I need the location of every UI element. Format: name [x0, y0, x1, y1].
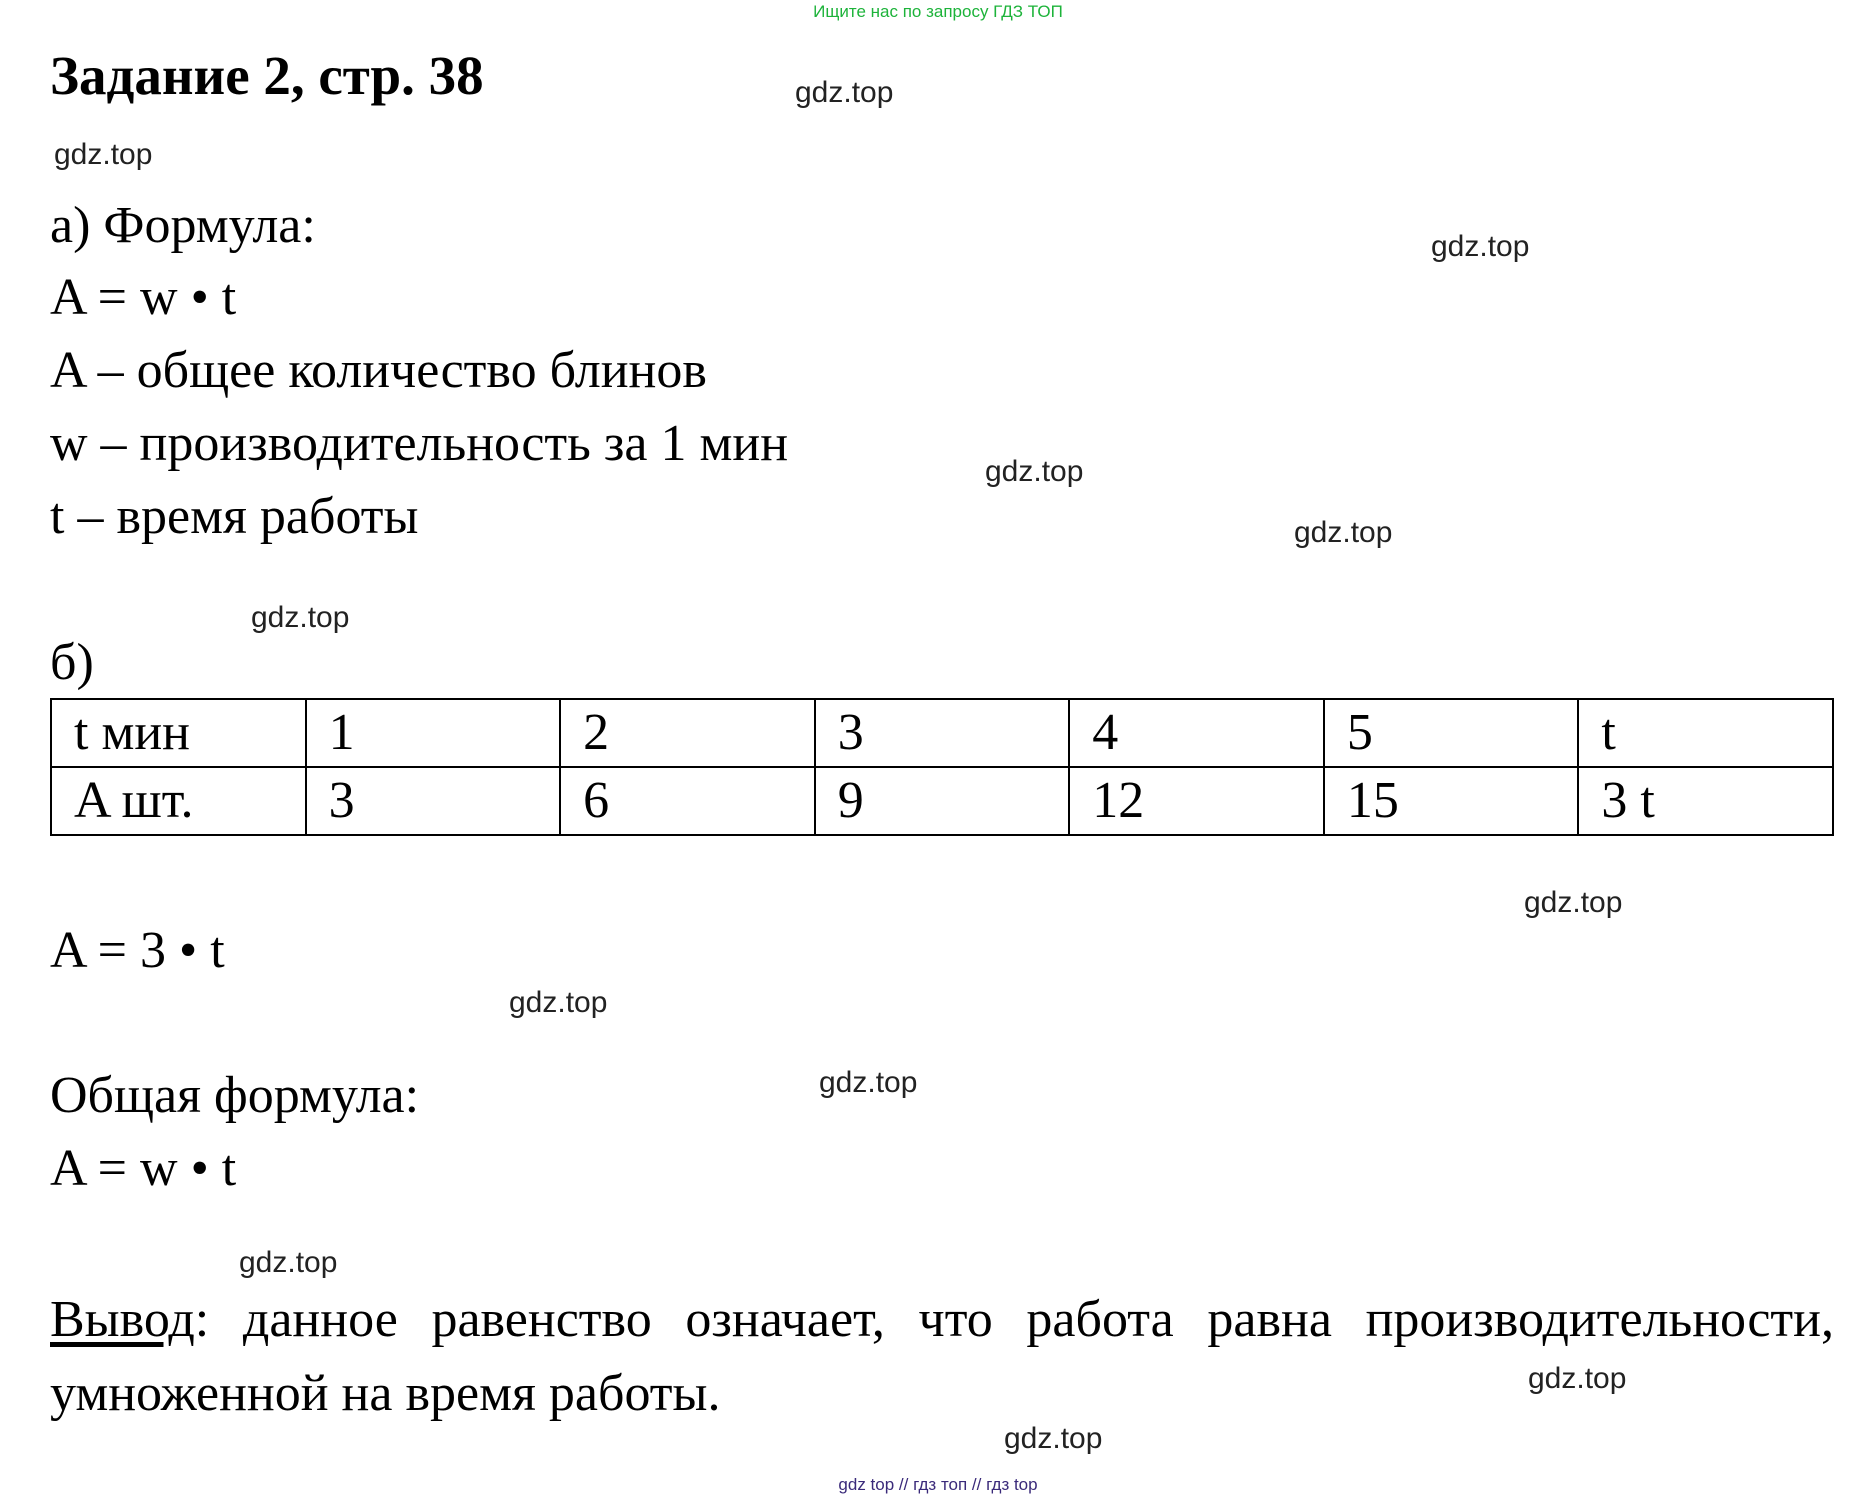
conclusion-label: Вывод: [50, 1291, 195, 1348]
part-a-label: а) Формула:: [50, 197, 316, 254]
conclusion-text: : данное равенство означает, что работа равна производительности, умноженной на время работы.: [50, 1291, 1834, 1422]
table-row-amount: [51, 767, 1833, 835]
table-cell: 5: [1324, 699, 1579, 767]
watermark: gdz.top: [1431, 230, 1530, 263]
top-banner[interactable]: Ищите нас по запросу ГДЗ ТОП: [813, 2, 1063, 21]
page-title: Задание 2, стр. 38: [50, 45, 484, 106]
conclusion: [50, 1283, 1834, 1431]
watermark: gdz.top: [795, 76, 894, 109]
table-cell: 3: [815, 699, 1070, 767]
part-b-formula: A = 3 • t: [50, 922, 225, 979]
general-formula: A = w • t: [50, 1140, 237, 1197]
table-cell: 1: [306, 699, 561, 767]
watermark: gdz.top: [509, 986, 608, 1019]
general-formula-label: Общая формула:: [50, 1067, 420, 1124]
watermark: gdz.top: [239, 1246, 338, 1279]
table-cell: 3 t: [1578, 767, 1833, 835]
watermark: gdz.top: [1004, 1422, 1103, 1455]
footer-links[interactable]: gdz top // гдз топ // гдз top: [838, 1475, 1038, 1494]
table-cell: 15: [1324, 767, 1579, 835]
table-cell: 6: [560, 767, 815, 835]
watermark: gdz.top: [1294, 516, 1393, 549]
watermark: gdz.top: [985, 455, 1084, 488]
table-cell: A шт.: [51, 767, 306, 835]
part-a-formula: A = w • t: [50, 269, 237, 326]
table-cell: 3: [306, 767, 561, 835]
definition-a: A – общее количество блинов: [50, 342, 707, 399]
values-table: [50, 698, 1834, 836]
part-b-label: б): [50, 634, 94, 691]
table-cell: 2: [560, 699, 815, 767]
table-cell: t мин: [51, 699, 306, 767]
watermark: gdz.top: [819, 1066, 918, 1099]
table-cell: 4: [1069, 699, 1324, 767]
definition-t: t – время работы: [50, 488, 419, 545]
watermark: gdz.top: [1528, 1362, 1627, 1395]
watermark: gdz.top: [251, 601, 350, 634]
table-row-time: [51, 699, 1833, 767]
watermark: gdz.top: [54, 138, 153, 171]
table-cell: 9: [815, 767, 1070, 835]
definition-w: w – производительность за 1 мин: [50, 415, 789, 472]
watermark: gdz.top: [1524, 886, 1623, 919]
table-cell: 12: [1069, 767, 1324, 835]
table-cell: t: [1578, 699, 1833, 767]
